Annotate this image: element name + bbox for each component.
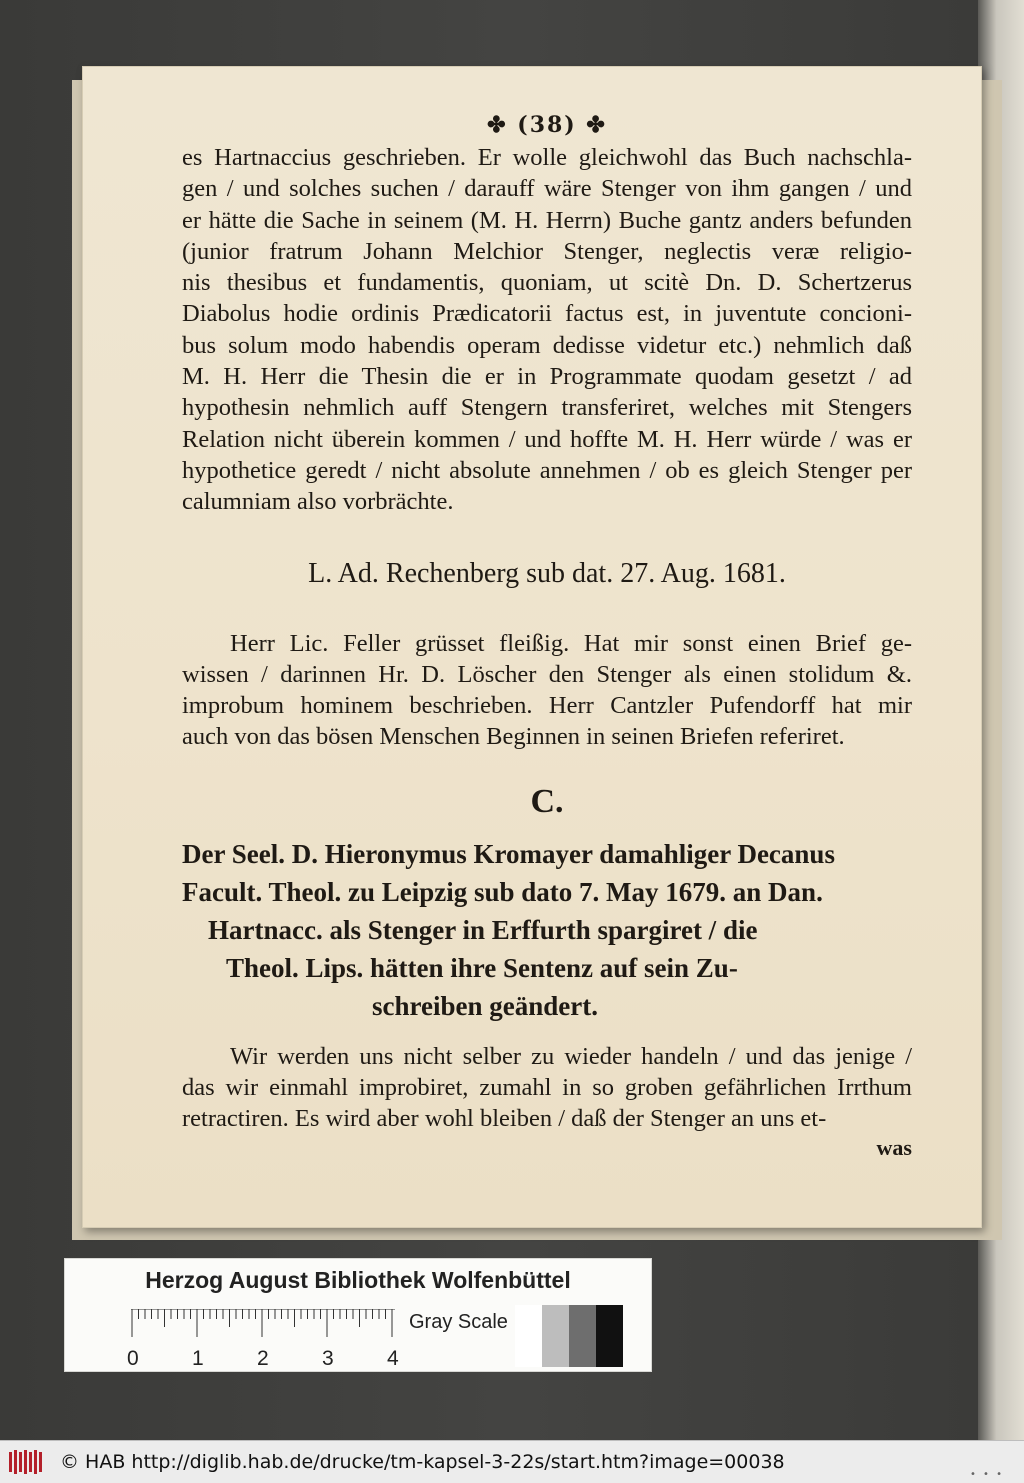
text-line: er hätte die Sache in seinem (M. H. Herrn) Buche gantz anders befunden [182,206,912,234]
text-line: M. H. Herr die Thesin die er in Programmate quodam gesetzt / ad [182,363,912,391]
text-line: Diabolus hodie ordinis Prædicatorii factus est, in juventute concioni- [182,300,912,328]
letter-heading: L. Ad. Rechenberg sub dat. 27. Aug. 1681. [308,557,786,589]
ruler-number: 1 [192,1347,204,1370]
text-line: Der Seel. D. Hieronymus Kromayer damahliger Decanus [182,838,835,869]
section-letter: C. [530,782,564,820]
page-text [182,112,912,1161]
paragraph-2 [182,628,912,753]
text-line: retractiren. Es wird aber wohl bleiben / daß der Stenger an uns et- [182,1105,827,1133]
text-line: schreiben geändert. [372,990,598,1021]
text-line: wissen / darinnen Hr. D. Löscher den Stenger als einen stolidum &. [182,660,912,688]
gray-scale-label: Gray Scale [409,1311,508,1333]
text-line: improbum hominem beschrieben. Herr Cantzler Pufendorff hat mir [182,692,912,720]
text-line: Facult. Theol. zu Leipzig sub dato 7. May 1679. an Dan. [182,876,823,907]
text-line: hypothesin nehmlich auff Stengern transferiret, welches mit Stengers [182,394,912,422]
ruler-number: 3 [322,1347,334,1370]
centimeter-ruler [131,1309,395,1339]
text-line: bus solum modo habendis operam dedisse videtur etc.) nehmlich daß [182,331,912,359]
ruler-number: 0 [127,1347,139,1370]
gray-swatch [569,1305,596,1367]
text-line: (junior fratrum Johann Melchior Stenger, neglectis veræ religio- [182,237,912,265]
hab-logo-icon [8,1449,46,1475]
gray-swatch [596,1305,623,1367]
text-line: Hartnacc. als Stenger in Erffurth spargiret / die [208,914,758,945]
text-line: nis thesibus et fundamentis, quoniam, ut scitè Dn. D. Schertzerus [182,269,912,297]
ornament-left: ✤ [487,112,508,138]
text-line: Theol. Lips. hätten ihre Sentenz auf sein Zu- [226,952,738,983]
text-line: gen / und solches suchen / darauff wäre Stenger von ihm gangen / und [182,175,912,203]
text-line: auch von das bösen Menschen Beginnen in seinen Briefen referiret. [182,723,845,751]
paragraph-3 [182,1041,912,1135]
gray-swatch [542,1305,569,1367]
gray-swatch [515,1305,542,1367]
page-number: ✤ (38) ✤ [487,112,607,138]
gray-scale-swatches [515,1305,623,1367]
text-line: Wir werden uns nicht selber zu wieder handeln / und das jenige / [230,1042,912,1070]
copyright-url[interactable]: © HAB http://diglib.hab.de/drucke/tm-kapsel-3-22s/start.htm?image=00038 [60,1451,785,1473]
ornament-right: ✤ [586,112,607,138]
library-name: Herzog August Bibliothek Wolfenbüttel [145,1267,571,1293]
text-line: es Hartnaccius geschrieben. Er wolle gleichwohl das Buch nachschla- [182,144,912,171]
text-line: das wir einmahl improbiret, zumahl in so groben gefährlichen Irrthum [182,1074,912,1102]
page-indicator-dots: • • • [969,1469,1004,1480]
ruler-number: 4 [387,1347,399,1370]
text-line: calumniam also vorbrächte. [182,488,454,516]
text-line: Relation nicht überein kommen / und hoffte M. H. Herr würde / was er [182,425,912,453]
text-line: hypothetice geredt / nicht absolute annehmen / ob es gleich Stenger per [182,456,912,484]
text-line: Herr Lic. Feller grüsset fleißig. Hat mir sonst einen Brief ge- [230,629,912,657]
footer-bar [0,1440,1024,1483]
color-scale-card [64,1258,652,1372]
catchword: was [876,1134,912,1160]
document-page [82,66,982,1228]
ruler-number: 2 [257,1347,269,1370]
paragraph-1 [182,142,912,518]
section-title [182,835,912,1025]
